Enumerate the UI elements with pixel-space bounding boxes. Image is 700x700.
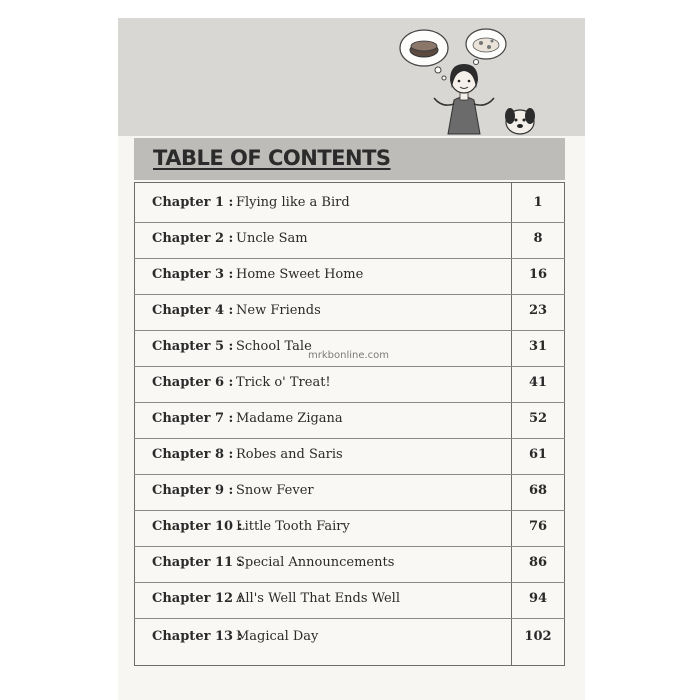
chapter-number: Chapter 6 : — [152, 375, 234, 390]
chapter-page: 76 — [528, 519, 548, 534]
chapter-title: Magical Day — [236, 629, 319, 644]
pizza-thought-bubble-icon — [466, 29, 506, 65]
chapter-title: Home Sweet Home — [236, 267, 364, 282]
chapter-title: Madame Zigana — [236, 411, 343, 426]
chapter-page: 61 — [528, 447, 548, 462]
chapter-page: 68 — [528, 483, 548, 498]
toc-row — [134, 366, 565, 402]
chapter-number: Chapter 10 : — [152, 519, 243, 534]
chapter-number: Chapter 8 : — [152, 447, 234, 462]
chapter-title: Snow Fever — [236, 483, 314, 498]
toc-row — [134, 258, 565, 294]
chapter-title: Uncle Sam — [236, 231, 308, 246]
chapter-page: 8 — [533, 231, 543, 246]
chapter-number: Chapter 2 : — [152, 231, 234, 246]
chapter-number: Chapter 13 : — [152, 629, 243, 644]
chapter-title: Little Tooth Fairy — [236, 519, 350, 534]
chapter-title: Special Announcements — [236, 555, 395, 570]
toc-row — [134, 620, 565, 656]
chapter-number: Chapter 9 : — [152, 483, 234, 498]
chapter-page: 1 — [533, 195, 543, 210]
chapter-number: Chapter 7 : — [152, 411, 234, 426]
toc-row — [134, 186, 565, 222]
chapter-page: 16 — [528, 267, 548, 282]
chapter-page: 52 — [528, 411, 548, 426]
chapter-number: Chapter 12 : — [152, 591, 243, 606]
chapter-number: Chapter 5 : — [152, 339, 234, 354]
chapter-number: Chapter 11 : — [152, 555, 243, 570]
chapter-title: Flying like a Bird — [236, 195, 350, 210]
chapter-title: Trick o' Treat! — [236, 375, 331, 390]
chapter-title: New Friends — [236, 303, 321, 318]
toc-row — [134, 402, 565, 438]
chapter-title: All's Well That Ends Well — [236, 591, 400, 606]
chapter-title: Robes and Saris — [236, 447, 343, 462]
toc-row — [134, 510, 565, 546]
toc-row — [134, 582, 565, 618]
page-title: TABLE OF CONTENTS — [153, 146, 391, 170]
chapter-title: School Tale — [236, 339, 312, 354]
chapter-page: 94 — [528, 591, 548, 606]
chapter-page: 41 — [528, 375, 548, 390]
toc-row — [134, 294, 565, 330]
toc-row — [134, 222, 565, 258]
row-divider — [134, 618, 565, 619]
toc-row — [134, 474, 565, 510]
chapter-page: 31 — [528, 339, 548, 354]
chapter-page: 102 — [524, 629, 552, 644]
chapter-number: Chapter 3 : — [152, 267, 234, 282]
chapter-page: 23 — [528, 303, 548, 318]
toc-row — [134, 438, 565, 474]
girl-illustration — [398, 24, 548, 136]
dog-icon — [505, 108, 535, 134]
girl-figure-icon — [434, 64, 494, 134]
chapter-page: 86 — [528, 555, 548, 570]
chapter-number: Chapter 1 : — [152, 195, 234, 210]
toc-row — [134, 546, 565, 582]
chapter-number: Chapter 4 : — [152, 303, 234, 318]
cake-thought-bubble-icon — [400, 30, 448, 80]
watermark: mrkbonline.com — [308, 350, 390, 361]
